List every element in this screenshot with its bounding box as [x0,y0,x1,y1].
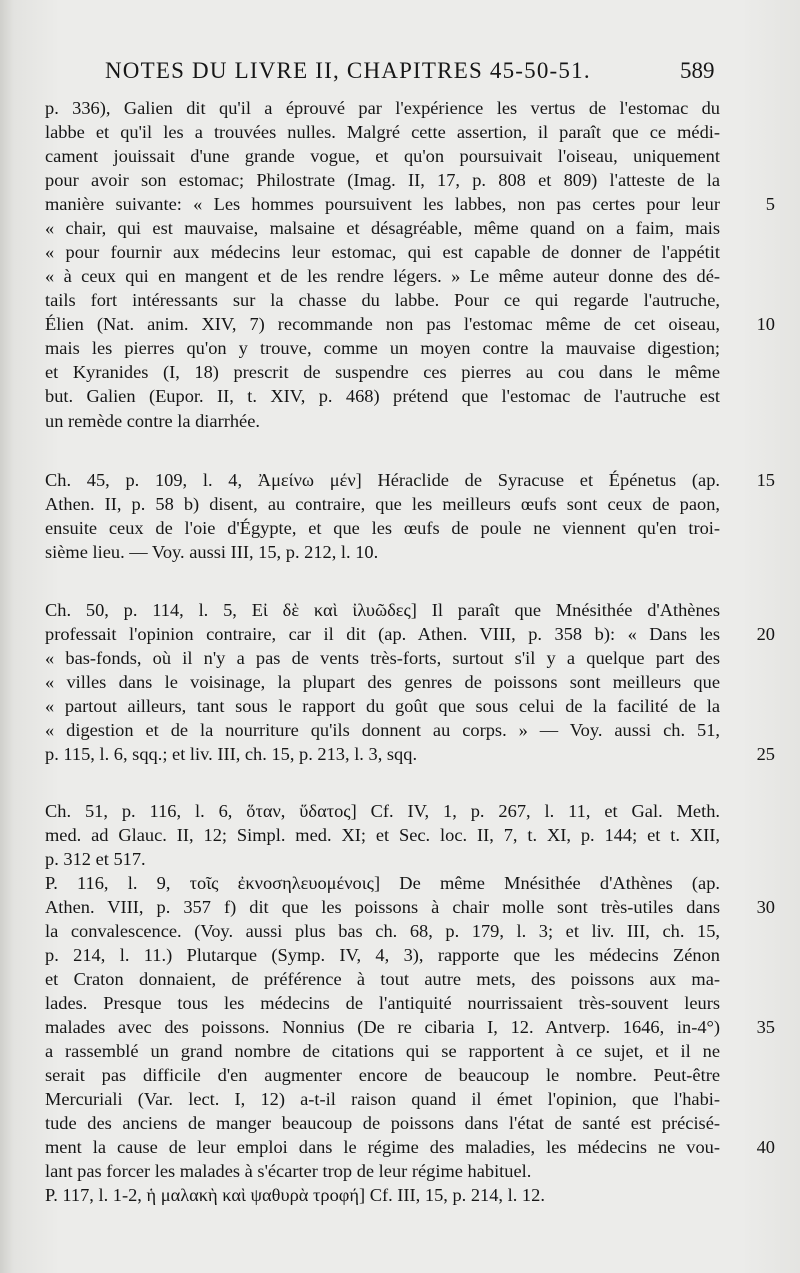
text-line: serait pas difficile d'en augmenter encore de beaucoup le nombre. Peut-être [45,1065,720,1085]
text-line: but. Galien (Eupor. II, t. XIV, p. 468) prétend que l'estomac de l'autruche est [45,386,720,406]
text-line: et Kyranides (I, 18) prescrit de suspendre ces pierres au cou dans le même [45,362,720,382]
text-line: « villes dans le voisinage, la plupart des genres de poissons sont meilleurs que [45,672,720,692]
text-line: p. 214, l. 11.) Plutarque (Symp. IV, 4, 3), rapporte que les médecins Zénon [45,945,720,965]
text-line: Élien (Nat. anim. XIV, 7) recommande non pas l'estomac même de cet oiseau, [45,314,720,334]
text-line: malades avec des poissons. Nonnius (De re cibaria I, 12. Antverp. 1646, in-4°) [45,1017,720,1037]
text-line: Athen. II, p. 58 b) disent, au contraire, que les meilleurs œufs sont ceux de paon, [45,494,720,514]
text-line: « à ceux qui en mangent et de les rendre légers. » Le même auteur donne des dé- [45,266,720,286]
margin-line-number: 5 [765,194,775,214]
text-line: Athen. VIII, p. 357 f) dit que les poissons à chair molle sont très-utiles dans [45,897,720,917]
text-line: lant pas forcer les malades à s'écarter trop de leur régime habituel. [45,1161,532,1181]
margin-line-number: 30 [756,897,775,917]
margin-line-number: 40 [756,1137,775,1157]
text-line: mais les pierres qu'on y trouve, comme un moyen contre la mauvaise digestion; [45,338,720,358]
text-line: Ch. 45, p. 109, l. 4, Ἀμείνω μέν] Héraclide de Syracuse et Épénetus (ap. [45,470,720,490]
text-line: ensuite ceux de l'oie d'Égypte, et que les œufs de poule ne viennent qu'en troi- [45,518,720,538]
text-line: p. 115, l. 6, sqq.; et liv. III, ch. 15, p. 213, l. 3, sqq. [45,744,418,764]
text-line: lades. Presque tous les médecins de l'antiquité nourrissaient très-souvent leurs [45,993,720,1013]
page-number: 589 [680,58,715,83]
text-line: cament jouissait d'une grande vogue, et qu'on poursuivait l'oiseau, uniquement [45,146,720,166]
text-line: labbe et qu'il les a trouvées nulles. Malgré cette assertion, il paraît que ce médi- [45,122,720,142]
margin-line-number: 20 [756,624,775,644]
text-line: p. 336), Galien dit qu'il a éprouvé par l'expérience les vertus de l'estomac du [45,98,720,118]
text-line: med. ad Glauc. II, 12; Simpl. med. XI; et Sec. loc. II, 7, t. XI, p. 144; et t. XII, [45,825,720,845]
text-line: et Craton donnaient, de préférence à tout autre mets, des poissons aux ma- [45,969,720,989]
text-line: Ch. 51, p. 116, l. 6, ὅταν, ὕδατος] Cf. IV, 1, p. 267, l. 11, et Gal. Meth. [45,801,720,821]
text-line: professait l'opinion contraire, car il dit (ap. Athen. VIII, p. 358 b): « Dans les [45,624,720,644]
text-line: « chair, qui est mauvaise, malsaine et désagréable, même quand on a faim, mais [45,218,720,238]
text-line: « pour fournir aux médecins leur estomac, qui est capable de donner de l'appétit [45,242,720,262]
running-header: NOTES DU LIVRE II, CHAPITRES 45-50-51. [105,58,591,83]
text-line: tails fort intéressants sur la chasse du labbe. Pour ce qui regarde l'autruche, [45,290,720,310]
text-line: « partout ailleurs, tant sous le rapport du goût que sous celui de la facilité de la [45,696,720,716]
text-line: p. 312 et 517. [45,849,146,869]
margin-line-number: 10 [756,314,775,334]
margin-line-number: 35 [756,1017,775,1037]
text-line: tude des anciens de manger beaucoup de poissons dans l'état de santé est précisé- [45,1113,720,1133]
text-line: la convalescence. (Voy. aussi plus bas ch. 68, p. 179, l. 3; et liv. III, ch. 15, [45,921,720,941]
text-line: Mercuriali (Var. lect. I, 12) a-t-il raison quand il émet l'opinion, que l'habi- [45,1089,720,1109]
margin-line-number: 25 [756,744,775,764]
text-line: P. 117, l. 1-2, ἡ μαλακὴ καὶ ψαθυρὰ τροφή] Cf. III, 15, p. 214, l. 12. [45,1185,545,1205]
text-line: sième lieu. — Voy. aussi III, 15, p. 212, l. 10. [45,542,379,562]
text-line: Ch. 50, p. 114, l. 5, Εἰ δὲ καὶ ἰλυῶδες] Il paraît que Mnésithée d'Athènes [45,600,720,620]
text-line: un remède contre la diarrhée. [45,411,260,431]
text-line: ment la cause de leur emploi dans le régime des maladies, les médecins ne vou- [45,1137,720,1157]
text-line: manière suivante: « Les hommes poursuivent les labbes, non pas certes pour leur [45,194,720,214]
margin-line-number: 15 [756,470,775,490]
text-line: P. 116, l. 9, τοῖς ἐκνοσηλευομένοις] De même Mnésithée d'Athènes (ap. [45,873,720,893]
text-line: « digestion et de la nourriture qu'ils donnent au corps. » — Voy. aussi ch. 51, [45,720,720,740]
text-line: pour avoir son estomac; Philostrate (Imag. II, 17, p. 808 et 809) l'atteste de la [45,170,720,190]
text-line: a rassemblé un grand nombre de citations qui se rapportent à ce sujet, et il ne [45,1041,720,1061]
text-line: « bas-fonds, où il n'y a pas de vents très-forts, surtout s'il y a quelque part des [45,648,720,668]
